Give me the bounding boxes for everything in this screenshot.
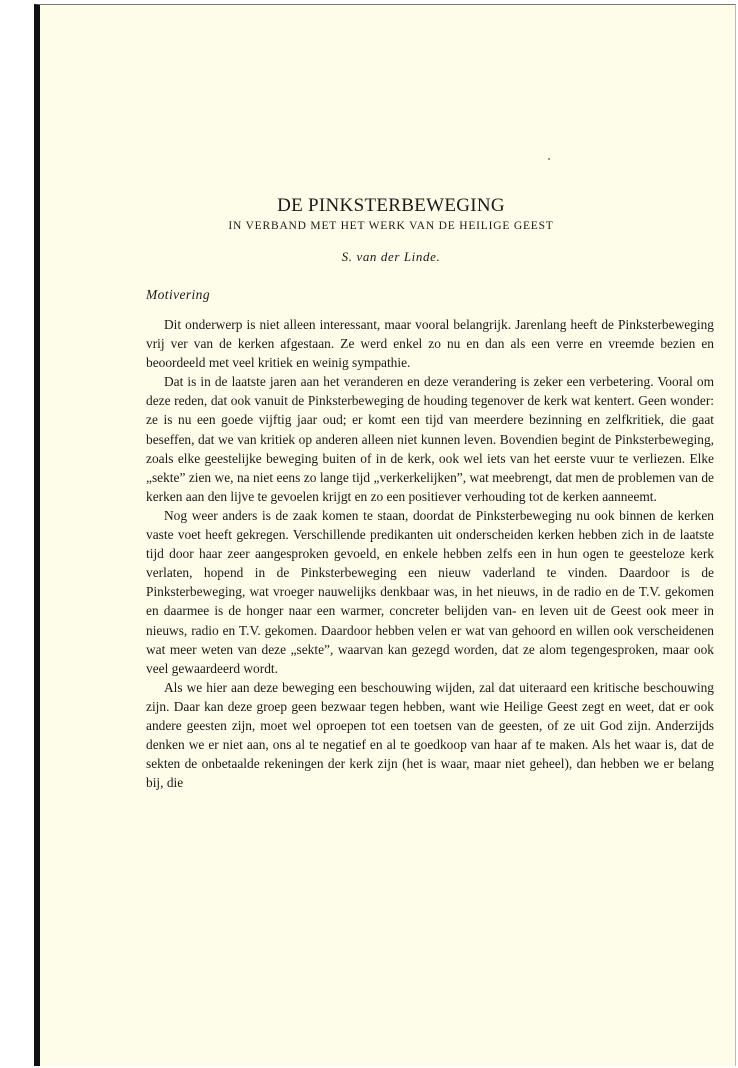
body-text [146, 315, 714, 792]
document-author: S. van der Linde. [341, 249, 441, 264]
paragraph-2: Dat is in de laatste jaren aan het veranderen en deze verandering is zeker een verbetering. Vooral om deze reden, dat ook vanuit de Pinksterbeweging de houding tegenover de kerk wat kentert. Geen wonder: ze is nu een goede vijftig jaar oud; er komt een tijd van meerdere bezinning en zelfkritiek, die gaat beseffen, dat we van kritiek op anderen alleen niet kunnen leven. Bovendien begint de Pinksterbeweging, zoals elke geestelijke beweging buiten of in de kerk, ook wel iets van het eerste vuur te verliezen. Elke „sekte” zien we, na niet eens zo lange tijd „verkerkelijken”, wat meebrengt, dat men de problemen van de kerken aan den lijve te gevoelen krijgt en zo een positiever verhouding tot de kerken aanneemt. [146, 374, 714, 504]
paragraph-3: Nog weer anders is de zaak komen te staan, doordat de Pinksterbeweging nu ook binnen de kerken vaste voet heeft gekregen. Verschillende predikanten uit onderscheiden kerken hebben zich in de laatste tijd door haar zeer aangesproken gevoeld, en enkele hebben zelfs een in hun ogen te geesteloze kerk verlaten, hopend in de Pinksterbeweging een nieuw vaderland te vinden. Daardoor is de Pinksterbeweging, wat vroeger nauwelijks denkbaar was, in het nieuws, in de radio en de T.V. gekomen en daarmee is de honger naar een warmer, concreter belijden van- en leven uit de Geest ook meer in nieuws, radio en T.V. gekomen. Daardoor hebben velen er wat van gehoord en willen ook verscheidenen wat meer weten van deze „sekte”, waarvan kan gezegd worden, dat ze alom tegengesproken, maar ook veel gewaardeerd wordt. [146, 507, 714, 676]
section-heading: Motivering [146, 287, 210, 302]
paragraph-4: Als we hier aan deze beweging een beschouwing wijden, zal dat uiteraard een kritische beschouwing zijn. Daar kan deze groep geen bezwaar tegen hebben, want wie Heilige Geest zegt en weet, dat er ook andere geesten zijn, moet wel oproepen tot een toetsen van de geesten, of ze uit God zijn. Anderzijds denken we er niet aan, ons al te negatief en al te goedkoop van haar af te maken. Als het waar is, dat de sekten de onbetaalde rekeningen der kerk zijn (het is waar, maar niet geheel), dan hebben we er belang bij, die [146, 679, 714, 791]
document-subtitle: IN VERBAND MET HET WERK VAN DE HEILIGE GEEST [228, 220, 554, 232]
page-sheet [34, 4, 736, 1066]
paragraph-1: Dit onderwerp is niet alleen interessant, maar vooral belangrijk. Jarenlang heeft de Pinksterbeweging vrij ver van de kerken afgestaan. Ze werd enkel zo nu en dan als een verre en vreemde bezien en beoordeeld met veel kritiek en weinig sympathie. [146, 317, 714, 371]
scan-speck [548, 158, 550, 160]
document-title: DE PINKSTERBEWEGING [277, 195, 505, 216]
